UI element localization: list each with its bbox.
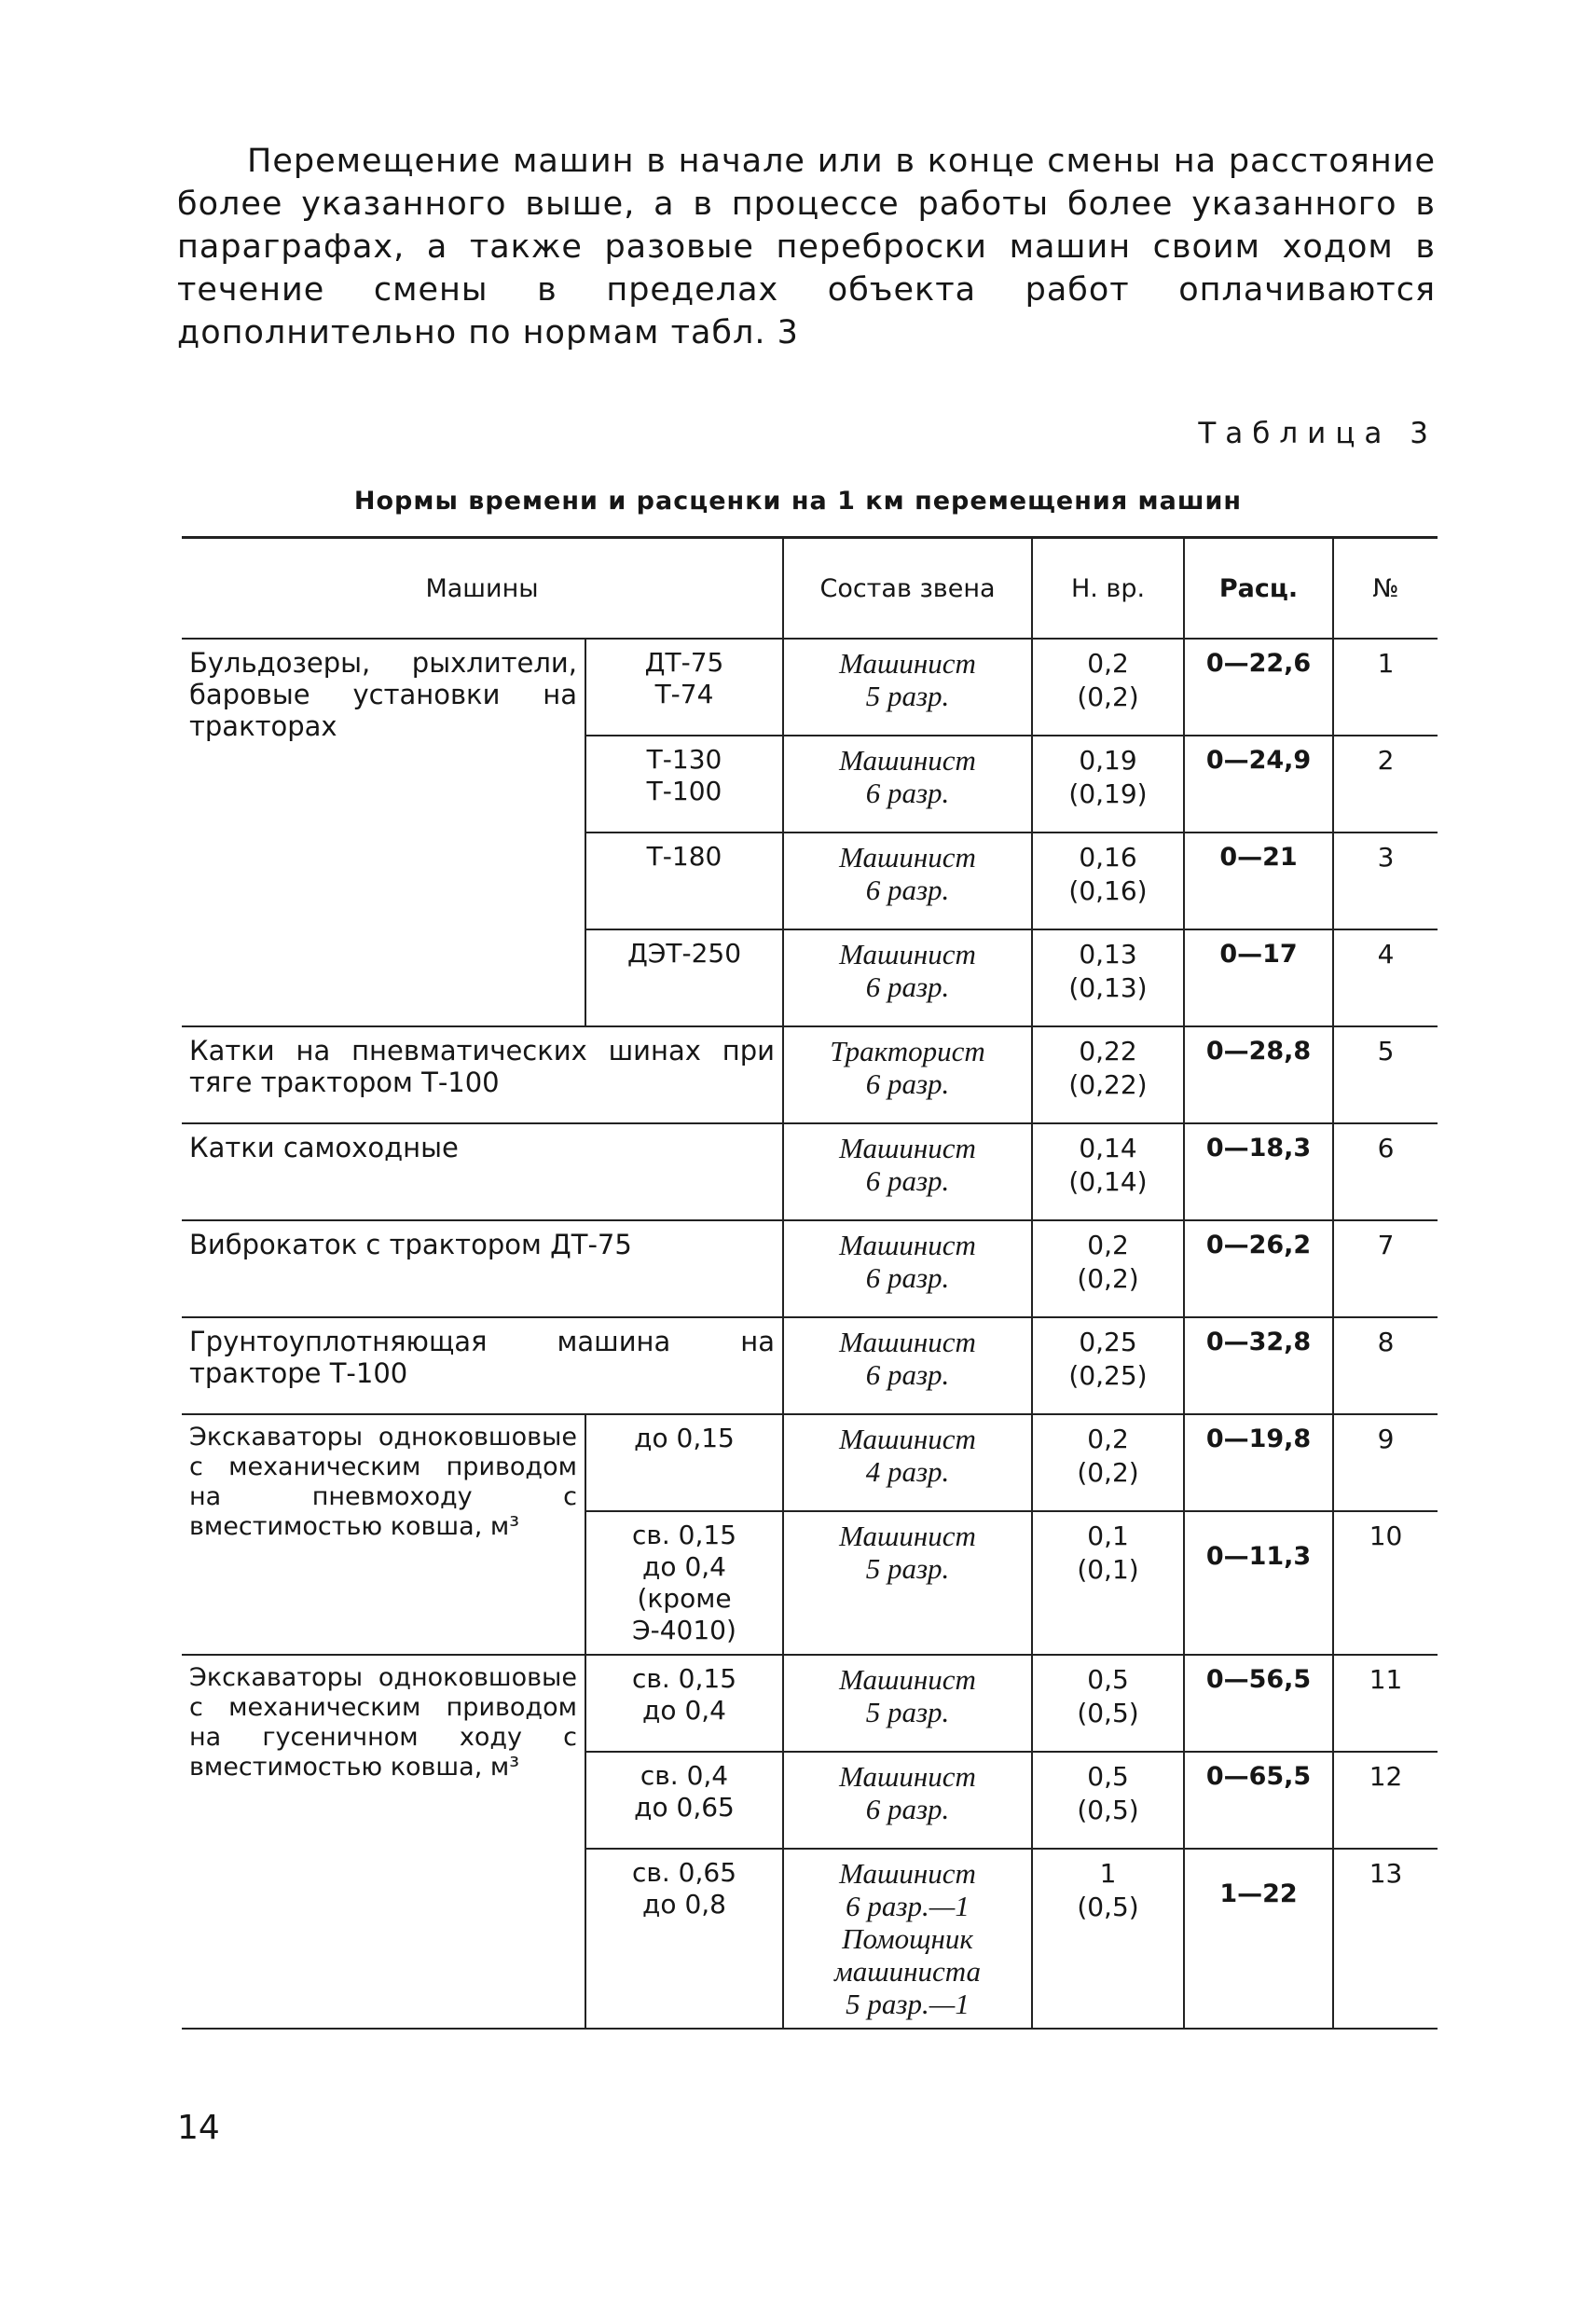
header-crew: Состав звена xyxy=(783,538,1032,640)
machine-cell: Виброкаток с трактором ДТ-75 xyxy=(182,1220,783,1317)
num-cell: 9 xyxy=(1333,1414,1438,1511)
crew-cell: Машинист 6 разр. xyxy=(783,929,1032,1026)
model-cell: св. 0,4 до 0,65 xyxy=(585,1752,783,1849)
table-label: Таблица 3 xyxy=(1198,417,1438,450)
group-excavators-crawler: Экскаваторы одноковшовые с механическим приводом на гусеничном ходу с вместимостью ковша, м³ xyxy=(182,1655,585,2029)
crew-cell: Машинист 6 разр. xyxy=(783,1317,1032,1414)
header-row xyxy=(182,538,1438,640)
model-cell: Т-130 Т-100 xyxy=(585,736,783,833)
crew-cell: Машинист 6 разр. xyxy=(783,736,1032,833)
rate-cell: 0—56,5 xyxy=(1184,1655,1333,1752)
model-cell: до 0,15 xyxy=(585,1414,783,1511)
crew-cell: Машинист 6 разр. xyxy=(783,1220,1032,1317)
table-row xyxy=(182,1655,1438,1752)
rate-cell: 0—19,8 xyxy=(1184,1414,1333,1511)
model-cell: Т-180 xyxy=(585,833,783,929)
crew-cell: Тракторист 6 разр. xyxy=(783,1026,1032,1123)
time-cell: 0,19 (0,19) xyxy=(1032,736,1184,833)
rate-cell: 0—24,9 xyxy=(1184,736,1333,833)
model-cell: св. 0,15 до 0,4 (кроме Э-4010) xyxy=(585,1511,783,1655)
time-cell: 0,22 (0,22) xyxy=(1032,1026,1184,1123)
rate-cell: 0—17 xyxy=(1184,929,1333,1026)
table-row xyxy=(182,1123,1438,1220)
time-cell: 0,25 (0,25) xyxy=(1032,1317,1184,1414)
intro-paragraph: Перемещение машин в начале или в конце смены на расстояние более указанного выше, а в процессе работы более указанного в параграфах, а также разовые переброски машин своим ходом в течение смены в пределах объекта работ оплачиваются дополнительно по нормам табл. 3 xyxy=(177,143,1436,351)
crew-cell: Машинист 6 разр.—1 Помощник машиниста 5 разр.—1 xyxy=(783,1849,1032,2029)
table-row xyxy=(182,639,1438,736)
time-cell: 0,1 (0,1) xyxy=(1032,1511,1184,1655)
num-cell: 11 xyxy=(1333,1655,1438,1752)
num-cell: 3 xyxy=(1333,833,1438,929)
num-cell: 5 xyxy=(1333,1026,1438,1123)
rate-cell: 0—18,3 xyxy=(1184,1123,1333,1220)
rate-cell: 0—26,2 xyxy=(1184,1220,1333,1317)
header-machines: Машины xyxy=(182,538,783,640)
rate-cell: 1—22 xyxy=(1184,1849,1333,2029)
rate-cell: 0—21 xyxy=(1184,833,1333,929)
num-cell: 2 xyxy=(1333,736,1438,833)
page-number: 14 xyxy=(177,2109,220,2147)
crew-cell: Машинист 5 разр. xyxy=(783,639,1032,736)
num-cell: 4 xyxy=(1333,929,1438,1026)
crew-cell: Машинист 6 разр. xyxy=(783,1752,1032,1849)
num-cell: 8 xyxy=(1333,1317,1438,1414)
table-row xyxy=(182,1026,1438,1123)
num-cell: 12 xyxy=(1333,1752,1438,1849)
machine-cell: Грунтоуплотняющая машина на тракторе Т-100 xyxy=(182,1317,783,1414)
crew-cell: Машинист 4 разр. xyxy=(783,1414,1032,1511)
header-num: № xyxy=(1333,538,1438,640)
group-excavators-pneumatic: Экскаваторы одноковшовые с механическим приводом на пневмоходу с вместимостью ковша, м³ xyxy=(182,1414,585,1655)
num-cell: 1 xyxy=(1333,639,1438,736)
num-cell: 6 xyxy=(1333,1123,1438,1220)
model-cell: св. 0,65 до 0,8 xyxy=(585,1849,783,2029)
crew-cell: Машинист 6 разр. xyxy=(783,1123,1032,1220)
time-cell: 0,5 (0,5) xyxy=(1032,1752,1184,1849)
header-rate: Расц. xyxy=(1184,538,1333,640)
rate-cell: 0—11,3 xyxy=(1184,1511,1333,1655)
crew-cell: Машинист 5 разр. xyxy=(783,1511,1032,1655)
num-cell: 13 xyxy=(1333,1849,1438,2029)
machine-cell: Катки самоходные xyxy=(182,1123,783,1220)
rate-cell: 0—32,8 xyxy=(1184,1317,1333,1414)
model-cell: св. 0,15 до 0,4 xyxy=(585,1655,783,1752)
num-cell: 10 xyxy=(1333,1511,1438,1655)
table-title: Нормы времени и расценки на 1 км перемещения машин xyxy=(353,487,1243,516)
norms-table xyxy=(182,536,1438,2030)
time-cell: 0,13 (0,13) xyxy=(1032,929,1184,1026)
time-cell: 1 (0,5) xyxy=(1032,1849,1184,2029)
rate-cell: 0—22,6 xyxy=(1184,639,1333,736)
header-time: Н. вр. xyxy=(1032,538,1184,640)
rate-cell: 0—28,8 xyxy=(1184,1026,1333,1123)
crew-cell: Машинист 6 разр. xyxy=(783,833,1032,929)
rate-cell: 0—65,5 xyxy=(1184,1752,1333,1849)
time-cell: 0,2 (0,2) xyxy=(1032,639,1184,736)
time-cell: 0,5 (0,5) xyxy=(1032,1655,1184,1752)
machine-cell: Катки на пневматических шинах при тяге трактором Т-100 xyxy=(182,1026,783,1123)
time-cell: 0,14 (0,14) xyxy=(1032,1123,1184,1220)
time-cell: 0,16 (0,16) xyxy=(1032,833,1184,929)
model-cell: ДТ-75 Т-74 xyxy=(585,639,783,736)
model-cell: ДЭТ-250 xyxy=(585,929,783,1026)
crew-cell: Машинист 5 разр. xyxy=(783,1655,1032,1752)
table-row xyxy=(182,1317,1438,1414)
time-cell: 0,2 (0,2) xyxy=(1032,1220,1184,1317)
num-cell: 7 xyxy=(1333,1220,1438,1317)
table-row xyxy=(182,1220,1438,1317)
group-bulldozers: Бульдозеры, рыхлители, баровые установки на тракторах xyxy=(182,639,585,1026)
time-cell: 0,2 (0,2) xyxy=(1032,1414,1184,1511)
table-row xyxy=(182,1414,1438,1511)
